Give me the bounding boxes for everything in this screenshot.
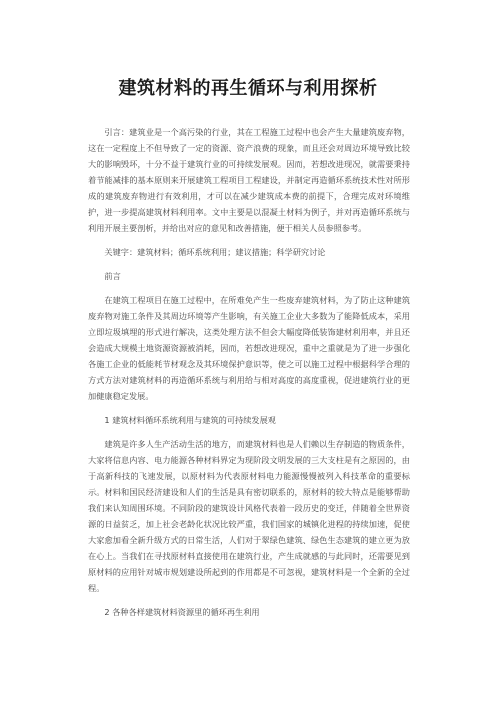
section-1-paragraph: 建筑是许多人生产活动生活的地方，而建筑材料也是人们赖以生存制造的物质条件，大家将信息内容、电力能源各种材料界定为现阶段文明发展的三大支柱是有之原因的，由于高新科技的飞速发展，以原材料为代表原材料电力能源慢慢被列入科技革命的重要标示。材料和国民经济建设和人们的生活是具有密切联系的，原材料的较大特点是能够帮助我们来认知周围环境。不同阶段的建筑设计风格代表着一段历史的变迁，伴随着全世界资源的日益贫乏，加上社会老龄化状况比较严重，我们国家的城镇化进程的持续加速，促使大家愈加看全新升级方式的日常生活，人们对于翠绿色建筑、绿色生态建筑的建立更为放在心上。当我们在寻找原材料直接使用在建筑行业，产生成就感的与此同时，还需要见到原材料的应用针对城市规划建设所起到的作用都是不可忽视，建筑材料是一个全新的全过程。	[88, 439, 410, 593]
abstract-paragraph: 引言：建筑业是一个高污染的行业，其在工程施工过程中也会产生大量建筑废弃物，这在一定程度上不但导致了一定的资源、资产浪费的现象，而且还会对周边环境导致比较大的影响毁坏，十分不益于建筑行业的可持续发展观。因而，若想改进现况，就需要秉持着节能减排的基本原则来开展建筑工程项目工程建设，并制定再造循环系统技术性对所形成的建筑废弃物进行有效利用，才可以在减少建筑成本费的前提下，合理完成对环境维护，进一步提高建筑材料利用率。文中主要是以混凝土材料为例子，并对再造循环系统与利用开展主要剖析，并给出对应的意见和改善措施，便于相关人员参照参考。	[88, 127, 410, 233]
preface-paragraph: 在建筑工程项目在施工过程中，在所难免产生一些废弃建筑材料，为了防止这种建筑废弃物对施工条件及其周边环境等产生影响，有关施工企业大多数为了能降低成本，采用立即垃圾填埋的形式进行解决，这类处理方法不但会大幅度降低装饰建材利用率，并且还会造成大规模土地资源资源被消耗，因而，若想改进现况，重中之重就是为了进一步强化各施工企业的低能耗节材观念及其环境保护意识等，使之可以施工过程中根据科学合理的方式方法对建筑材料的再造循环系统与利用给与相对高度的高度重视，促进建筑行业的更加健康稳定发展。	[88, 295, 410, 401]
section-1-heading: 1 建筑材料循环系统利用与建筑的可持续发展观	[104, 415, 276, 425]
section-2-heading: 2 各种各样建筑材料资源里的循环再生利用	[104, 607, 260, 617]
document-title: 建筑材料的再生循环与利用探析	[118, 78, 378, 99]
document-body	[88, 124, 410, 628]
preface-heading: 前言	[104, 271, 121, 281]
keywords-line: 关键字：建筑材料；循环系统利用；建议措施；科学研究讨论	[104, 247, 326, 257]
